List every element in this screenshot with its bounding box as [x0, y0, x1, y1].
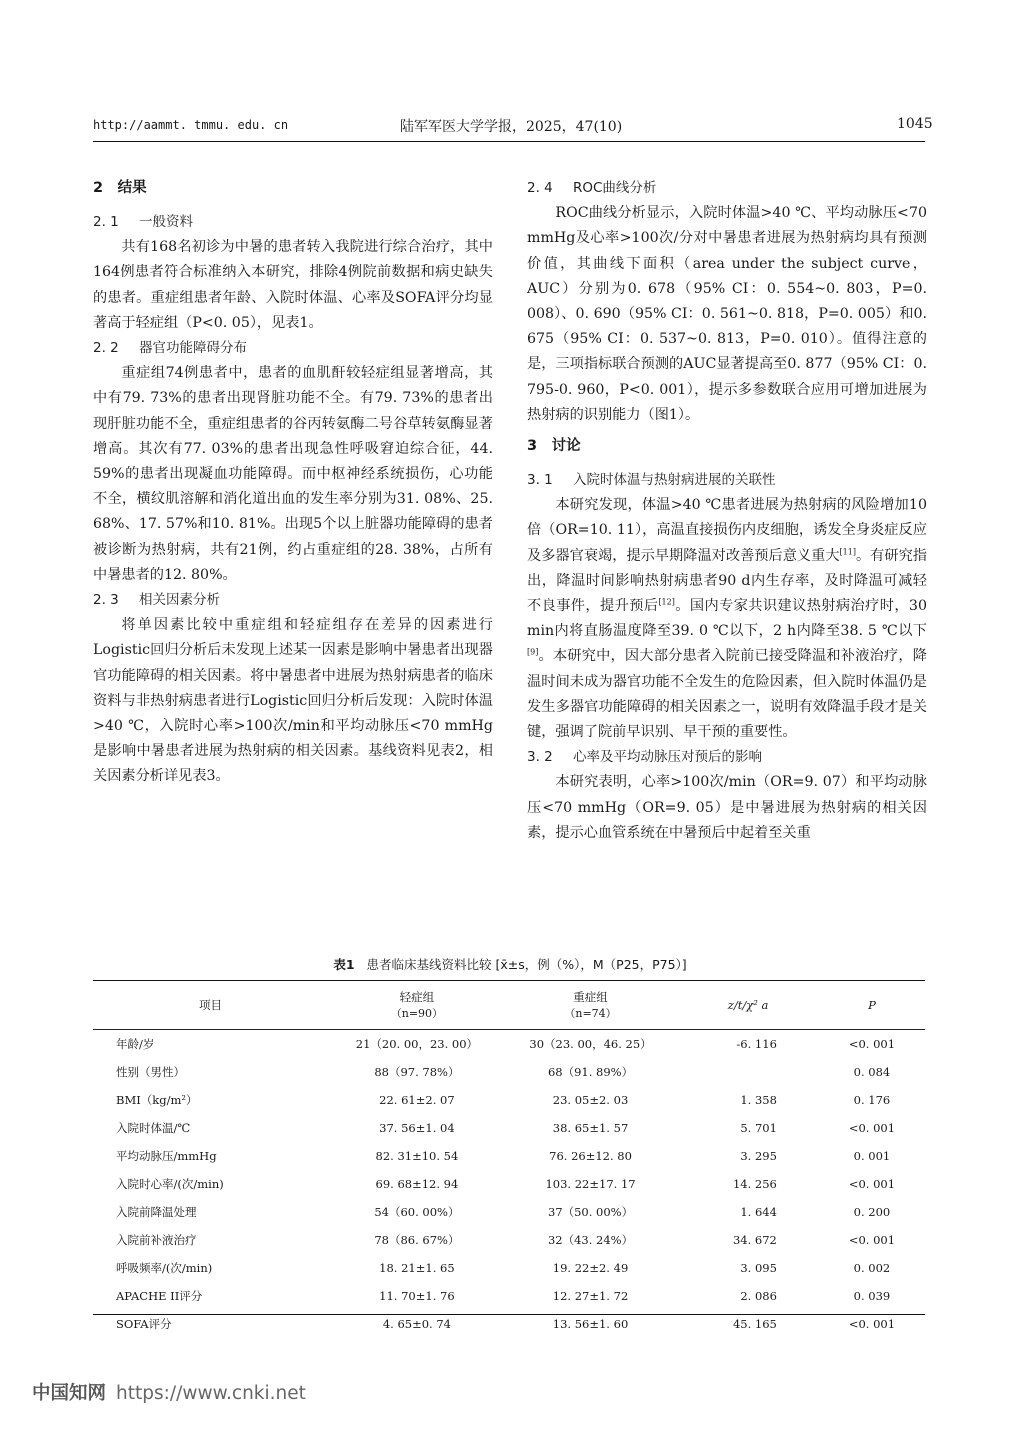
cell-mild: 22. 61±2. 07: [379, 1093, 455, 1107]
cell-mild: 37. 56±1. 04: [379, 1121, 455, 1135]
header-p-value: P: [819, 981, 925, 1030]
cell-mild: 18. 21±1. 65: [379, 1261, 455, 1275]
paragraph-2-3: 将单因素比较中重症组和轻症组存在差异的因素进行Logistic回归分析后未发现上述某一因素是影响中暑患者出现器官功能障碍的相关因素。将中暑患者中进展为热射病患者的临床资料与非热射病患者进行Logistic回归分析后发现：入院时体温>40 ℃，入院时心率>100次/min和平均动脉压<70 mmHg是影响中暑患者进展为热射病的相关因素。基线资料见表2，相关因素分析详见表3。: [93, 617, 493, 785]
cnki-watermark: [32, 1379, 306, 1405]
table-row: [93, 1226, 925, 1254]
cell-p: 0. 176: [853, 1093, 891, 1107]
cell-mild: 82. 31±10. 54: [375, 1149, 459, 1163]
cell-mild: 21（20. 00，23. 00）: [355, 1037, 479, 1051]
cnki-site-url: https://www.cnki.net: [116, 1383, 306, 1404]
page-number: 1045: [897, 116, 933, 132]
table-row: [93, 1170, 925, 1198]
left-column: [93, 176, 493, 790]
cell-stat: -6. 116: [736, 1037, 777, 1051]
cell-item: 入院前降温处理: [116, 1205, 197, 1219]
header-rule: [93, 141, 925, 142]
cell-stat: 2. 086: [740, 1289, 777, 1303]
cell-p: 0. 001: [853, 1149, 891, 1163]
header-mild-group: 轻症组 （n=90）: [329, 981, 505, 1030]
right-column: [527, 176, 927, 846]
cell-severe: 103. 22±17. 17: [545, 1177, 636, 1191]
cell-stat: 1. 358: [740, 1093, 777, 1107]
table-row: [93, 1198, 925, 1226]
cell-mild: 88（97. 78%）: [374, 1065, 460, 1079]
cell-severe: 19. 22±2. 49: [552, 1261, 629, 1275]
cell-item: 入院时体温/℃: [116, 1121, 191, 1135]
cell-p: <0. 001: [848, 1121, 896, 1135]
header-severe-group: 重症组 （n=74）: [505, 981, 676, 1030]
subsection-heading-2-3: 2. 3 相关因素分析: [93, 592, 220, 609]
cell-severe: 32（43. 24%）: [547, 1233, 634, 1247]
citation-ref: [12]: [658, 597, 675, 607]
table-title: 患者临床基线资料比较 [x̄±s，例（%），M（P25，P75）]: [366, 957, 687, 972]
cell-severe: 38. 65±1. 57: [552, 1121, 629, 1135]
cell-severe: 13. 56±1. 60: [552, 1317, 629, 1331]
subsection-heading-3-2: 3. 2 心率及平均动脉压对预后的影响: [527, 749, 762, 766]
cell-item: 年龄/岁: [116, 1037, 155, 1051]
running-header: [0, 118, 1020, 138]
paragraph-3-2: 本研究表明，心率>100次/min（OR=9. 07）和平均动脉压<70 mmHg（OR=9. 05）是中暑进展为热射病的相关因素，提示心血管系统在中暑预后中起着至关重: [527, 774, 927, 841]
cell-severe: 12. 27±1. 72: [552, 1289, 629, 1303]
table-row: [93, 1142, 925, 1170]
journal-citation: 陆军军医大学学报，2025，47(10): [400, 119, 623, 135]
table-caption: [0, 955, 1020, 973]
paragraph-2-4: ROC曲线分析显示，入院时体温>40 ℃、平均动脉压<70 mmHg及心率>100次/分对中暑患者进展为热射病均具有预测价值，其曲线下面积（area under the subject curve，AUC）分别为0. 678（95% CI：0. 554~0. 803，P=0. 008）、0. 690（95% CI：0. 561~0. 818，P=0. 005）和0. 675（95% CI：0. 537~0. 813，P=0. 010）。值得注意的是，三项指标联合预测的AUC显著提高至0. 877（95% CI：0. 795-0. 960，P<0. 001），提示多参数联合应用可增加进展为热射病的识别能力（图1）。: [527, 205, 927, 423]
baseline-table: [93, 981, 925, 1338]
cell-severe: 23. 05±2. 03: [552, 1093, 629, 1107]
table-row: [93, 1254, 925, 1282]
cell-severe: 76. 26±12. 80: [549, 1149, 632, 1163]
citation-ref: [11]: [839, 546, 856, 556]
cell-p: 0. 002: [853, 1261, 891, 1275]
cell-mild: 69. 68±12. 94: [375, 1177, 459, 1191]
cell-item: 入院前补液治疗: [116, 1233, 197, 1247]
journal-url: http://aammt. tmmu. edu. cn: [93, 118, 289, 132]
paragraph-2-1: 共有168名初诊为中暑的患者转入我院进行综合治疗，其中164例患者符合标准纳入本研究，排除4例院前数据和病史缺失的患者。重症组患者年龄、入院时体温、心率及SOFA评分均显著高于轻症组（P<0. 05），见表1。: [93, 239, 493, 331]
cell-severe: 37（50. 00%）: [547, 1205, 634, 1219]
cell-item: APACHE II评分: [116, 1289, 203, 1303]
subsection-heading-3-1: 3. 1 入院时体温与热射病进展的关联性: [527, 472, 776, 489]
subsection-heading-2-1: 2. 1 一般资料: [93, 214, 193, 230]
section-heading-discussion: 3 讨论: [527, 438, 581, 455]
cell-mild: 11. 70±1. 76: [379, 1289, 455, 1303]
cell-p: <0. 001: [848, 1177, 896, 1191]
cell-stat: 1. 644: [740, 1205, 777, 1219]
table-label: 表1: [333, 957, 355, 972]
citation-ref: [9]: [527, 647, 539, 657]
cell-p: 0. 039: [853, 1289, 891, 1303]
cell-stat: 14. 256: [732, 1177, 777, 1191]
cell-stat: 34. 672: [732, 1233, 777, 1247]
cell-mild: 4. 65±0. 74: [382, 1317, 451, 1331]
section-heading-results: 2 结果: [93, 180, 147, 196]
table-row: [93, 1058, 925, 1086]
table-row: [93, 1086, 925, 1114]
cell-p: 0. 200: [853, 1205, 891, 1219]
cell-item: SOFA评分: [116, 1317, 172, 1331]
cnki-logo-text: 中国知网: [32, 1383, 107, 1404]
cell-p: <0. 001: [848, 1037, 896, 1051]
table-bottom-rule: [93, 1314, 925, 1315]
cell-item: 入院时心率/(次/min): [116, 1177, 224, 1191]
cell-item: 呼吸频率/(次/min): [116, 1261, 213, 1275]
cell-mild: 78（86. 67%）: [374, 1233, 460, 1247]
cell-mild: 54（60. 00%）: [374, 1205, 460, 1219]
table-row: [93, 1282, 925, 1310]
cell-p: <0. 001: [848, 1233, 896, 1247]
header-statistic: z/t/χ² a: [676, 981, 819, 1030]
cell-p: 0. 084: [853, 1065, 891, 1079]
cell-item: 平均动脉压/mmHg: [116, 1149, 217, 1163]
paragraph-3-1: 本研究发现，体温>40 ℃患者进展为热射病的风险增加10倍（OR=10. 11），高温直接损伤内皮细胞，诱发全身炎症反应及多器官衰竭，提示早期降温对改善预后意义重大[11]。有研究指出，降温时间影响热射病患者90 d内生存率，及时降温可减轻不良事件，提升预后[12]。国内专家共识建议热射病治疗时，30 min内将直肠温度降至39. 0 ℃以下，2 h内降至38. 5 ℃以下[9]。本研究中，因大部分患者入院前已接受降温和补液治疗，降温时间未成为器官功能不全发生的危险因素，但入院时体温仍是发生多器官功能障碍的相关因素之一，说明有效降温手段才是关键，强调了院前早识别、早干预的重要性。: [527, 497, 927, 741]
subsection-heading-2-4: 2. 4 ROC曲线分析: [527, 180, 657, 196]
cell-stat: 3. 095: [740, 1261, 777, 1275]
cell-severe: 68（91. 89%）: [547, 1065, 634, 1079]
cell-stat: 45. 165: [732, 1317, 777, 1331]
paragraph-2-2: 重症组74例患者中，患者的血肌酐较轻症组显著增高，其中有79. 73%的患者出现肾脏功能不全。有79. 73%的患者出现肝脏功能不全，重症组患者的谷丙转氨酶二号谷草转氨酶显著增高。其次有77. 03%的患者出现急性呼吸窘迫综合征，44. 59%的患者出现凝血功能障碍。而中枢神经系统损伤，心功能不全，横纹肌溶解和消化道出血的发生率分别为31. 08%、25. 68%、17. 57%和10. 81%。出现5个以上脏器功能障碍的患者被诊断为热射病，共有21例，约占重症组的28. 38%，占所有中暑患者的12. 80%。: [93, 365, 493, 583]
cell-item: 性别（男性）: [116, 1065, 185, 1079]
table-row: [93, 1114, 925, 1142]
cell-item: BMI（kg/m²）: [116, 1093, 198, 1107]
cell-p: <0. 001: [848, 1317, 896, 1331]
cell-stat: 5. 701: [740, 1121, 777, 1135]
cell-stat: 3. 295: [740, 1149, 777, 1163]
table-header-row: [93, 981, 925, 1030]
table-row: [93, 1030, 925, 1059]
cell-severe: 30（23. 00，46. 25）: [529, 1037, 652, 1051]
cell-stat: [676, 1058, 819, 1086]
header-item: 项目: [93, 981, 329, 1030]
subsection-heading-2-2: 2. 2 器官功能障碍分布: [93, 340, 247, 356]
